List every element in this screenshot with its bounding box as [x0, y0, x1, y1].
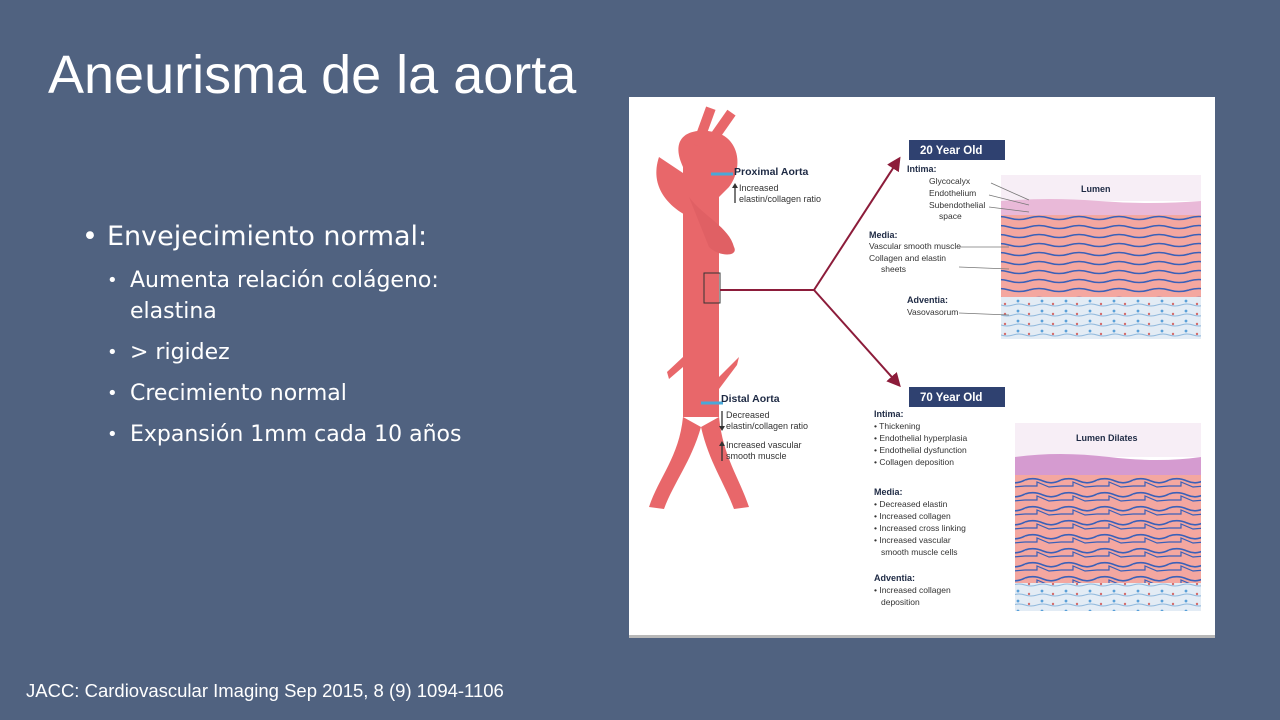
old-media-item: • Increased cross linking: [874, 523, 966, 533]
old-media-item: • Decreased elastin: [874, 499, 948, 509]
sub-bullet: • Crecimiento normal: [107, 378, 462, 409]
bullet-list: [82, 218, 462, 460]
old-adventia-item: deposition: [881, 597, 920, 607]
proximal-line: Increased: [739, 183, 779, 193]
bullet-main-text: Envejecimiento normal:: [107, 221, 428, 252]
old-media-item: smooth muscle cells: [881, 547, 958, 557]
aorta-aging-figure: [629, 97, 1215, 638]
distal-line: smooth muscle: [726, 451, 787, 461]
young-intima-item: Subendothelial: [929, 200, 986, 210]
young-lumen-label: Lumen: [1081, 184, 1111, 194]
bullet-main: [82, 218, 462, 450]
old-intima-item: • Endothelial hyperplasia: [874, 433, 968, 443]
up-arrow-icon: [732, 183, 738, 203]
young-panel: [869, 140, 1201, 339]
old-lumen-label: Lumen Dilates: [1076, 433, 1138, 443]
proximal-title: Proximal Aorta: [734, 166, 809, 178]
sub-bullet-list: [107, 265, 462, 450]
old-media-item: • Increased vascular: [874, 535, 951, 545]
young-adventia-title: Adventia:: [907, 295, 949, 305]
distal-line: Increased vascular: [726, 440, 802, 450]
old-intima-item: • Collagen deposition: [874, 457, 955, 467]
young-media-item: Collagen and elastin: [869, 253, 947, 263]
old-media-item: • Increased collagen: [874, 511, 951, 521]
citation: JACC: Cardiovascular Imaging Sep 2015, 8 (9) 1094-1106: [26, 680, 504, 701]
slide-title: Aneurisma de la aorta: [48, 45, 577, 105]
old-wall-illustration: [1015, 423, 1201, 611]
old-panel: [874, 387, 1201, 611]
distal-line: elastin/collagen ratio: [726, 421, 809, 431]
young-media-item: Vascular smooth muscle: [869, 241, 961, 251]
old-adventia-title: Adventia:: [874, 573, 916, 583]
old-media-title: Media:: [874, 487, 903, 497]
young-intima-item: Endothelium: [929, 188, 977, 198]
young-wall-illustration: [1001, 175, 1201, 339]
young-intima-item: Glycocalyx: [929, 176, 971, 186]
young-media-title: Media:: [869, 230, 898, 240]
old-intima-item: • Endothelial dysfunction: [874, 445, 967, 455]
old-intima-item: • Thickening: [874, 421, 921, 431]
young-adventia-item: Vasovasorum: [907, 307, 959, 317]
old-adventia-item: • Increased collagen: [874, 585, 951, 595]
sub-bullet: • Aumenta relación colágeno: elastina: [107, 265, 462, 327]
sub-bullet: • > rigidez: [107, 337, 462, 368]
sub-bullet: • Expansión 1mm cada 10 años: [107, 419, 462, 450]
young-intima-item: space: [939, 211, 962, 221]
distal-line: Decreased: [726, 410, 770, 420]
young-intima-title: Intima:: [907, 164, 937, 174]
young-header: 20 Year Old: [920, 145, 983, 157]
young-media-item: sheets: [881, 264, 907, 274]
distal-title: Distal Aorta: [721, 393, 780, 405]
proximal-line: elastin/collagen ratio: [739, 194, 822, 204]
old-header: 70 Year Old: [920, 392, 983, 404]
old-intima-title: Intima:: [874, 409, 904, 419]
